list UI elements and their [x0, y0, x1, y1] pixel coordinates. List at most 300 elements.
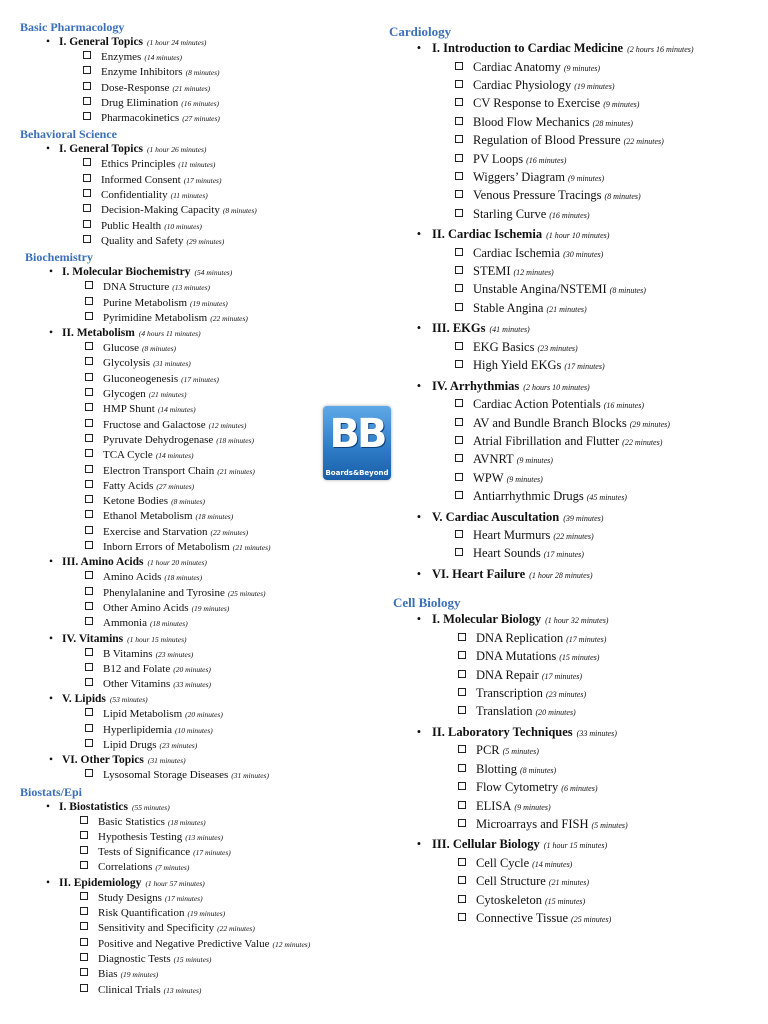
item-duration: (23 minutes) — [545, 690, 587, 700]
checkbox-icon — [455, 62, 463, 70]
checkbox-icon — [85, 281, 93, 289]
checkbox-icon — [80, 846, 88, 854]
topic-duration: (1 hour 15 minutes) — [543, 841, 608, 851]
topic-row — [40, 753, 375, 768]
item-duration: (19 minutes) — [187, 909, 226, 919]
topic-row — [406, 566, 766, 585]
checkbox-icon — [455, 135, 463, 143]
item-duration: (25 minutes) — [227, 588, 266, 598]
item-name: Regulation of Blood Pressure — [473, 133, 621, 148]
item-duration: (13 minutes) — [172, 283, 210, 293]
checkbox-icon — [85, 480, 93, 488]
item-name: Lipid Metabolism — [103, 708, 183, 721]
list-item — [458, 648, 766, 666]
item-duration: (28 minutes) — [592, 118, 633, 128]
item-name: Drug Elimination — [101, 96, 179, 109]
item-name: Microarrays and FISH — [476, 817, 589, 831]
list-item — [80, 952, 375, 967]
item-name: Antiarrhythmic Drugs — [473, 489, 584, 504]
item-name: DNA Mutations — [476, 649, 557, 664]
item-duration: (20 minutes) — [535, 708, 576, 718]
list-item — [83, 50, 375, 65]
topic-duration: (33 minutes) — [576, 728, 617, 738]
checkbox-icon — [85, 678, 93, 686]
bullet-icon: • — [416, 612, 422, 627]
topic-title: VI. Other Topics — [62, 754, 144, 767]
list-item — [80, 891, 375, 906]
item-name: Confidentiality — [101, 189, 168, 202]
topic-row — [37, 800, 375, 815]
list-item — [85, 707, 375, 722]
topic-duration: (2 hours 16 minutes) — [627, 45, 694, 54]
item-duration: (14 minutes) — [532, 859, 573, 869]
item-duration: (9 minutes) — [567, 173, 605, 183]
topic-duration: (31 minutes) — [147, 756, 186, 766]
bullet-icon: • — [416, 837, 422, 852]
checkbox-icon — [83, 204, 91, 212]
checkbox-icon — [455, 190, 463, 198]
topic-row — [37, 35, 375, 50]
checkbox-icon — [85, 312, 93, 320]
item-duration: (18 minutes) — [164, 573, 203, 583]
item-name: Blotting — [476, 761, 517, 776]
item-duration: (21 minutes) — [548, 878, 589, 888]
checkbox-icon — [455, 473, 463, 481]
item-duration: (22 minutes) — [217, 924, 255, 934]
item-name: Flow Cytometry — [476, 780, 559, 795]
checkbox-icon — [455, 436, 463, 444]
checkbox-icon — [83, 220, 91, 228]
subject-heading-biostats-epi: Biostats/Epi — [20, 784, 83, 799]
bullet-icon: • — [48, 693, 54, 706]
item-name: Public Health — [101, 219, 162, 232]
bullet-icon: • — [48, 556, 54, 569]
item-name: Pyrimidine Metabolism — [103, 311, 208, 324]
checkbox-icon — [458, 706, 466, 714]
list-item — [458, 761, 766, 779]
item-name: Glycogen — [103, 388, 146, 401]
item-name: STEMI — [473, 264, 511, 279]
checkbox-icon — [85, 617, 93, 625]
bullet-icon: • — [45, 800, 51, 813]
topic-duration: (1 hour 15 minutes) — [127, 634, 187, 644]
checkbox-icon — [85, 663, 93, 671]
topic-title: I. Introduction to Cardiac Medicine — [432, 41, 624, 55]
bullet-icon: • — [416, 227, 422, 242]
item-duration: (17 minutes) — [566, 634, 607, 644]
checkbox-icon — [80, 968, 88, 976]
list-item — [80, 983, 375, 998]
item-duration: (8 minutes) — [171, 497, 206, 507]
item-duration: (19 minutes) — [574, 81, 615, 91]
list-item — [83, 203, 375, 218]
subject-heading-cell-biology: Cell Biology — [393, 595, 461, 611]
item-duration: (10 minutes) — [175, 725, 213, 735]
item-name: Heart Murmurs — [473, 528, 551, 543]
list-item — [85, 387, 375, 402]
checkbox-icon — [455, 248, 463, 256]
item-duration: (25 minutes) — [571, 915, 612, 925]
item-duration: (12 minutes) — [208, 420, 247, 430]
item-name: Lipid Drugs — [103, 738, 157, 751]
item-duration: (17 minutes) — [164, 893, 203, 903]
item-name: Fructose and Galactose — [103, 418, 206, 431]
list-item — [455, 433, 766, 451]
item-name: Enzymes — [101, 51, 142, 63]
checkbox-icon — [83, 66, 91, 74]
item-name: Dose-Response — [101, 81, 170, 94]
list-item — [85, 356, 375, 371]
item-duration: (16 minutes) — [181, 98, 219, 108]
topic-row — [406, 378, 766, 397]
item-name: Cytoskeleton — [476, 892, 542, 907]
item-name: HMP Shunt — [103, 403, 155, 416]
item-name: Sensitivity and Specificity — [98, 922, 215, 935]
item-name: Amino Acids — [103, 571, 162, 584]
item-duration: (5 minutes) — [502, 747, 539, 757]
checkbox-icon — [85, 495, 93, 503]
item-duration: (30 minutes) — [563, 249, 604, 259]
item-name: Enzyme Inhibitors — [101, 66, 183, 79]
list-item — [455, 281, 766, 299]
checkbox-icon — [85, 388, 93, 396]
item-duration: (9 minutes) — [514, 802, 551, 812]
list-item — [458, 742, 766, 760]
checkbox-icon — [458, 745, 466, 753]
topic-duration: (1 hour 26 minutes) — [147, 145, 207, 155]
item-duration: (8 minutes) — [185, 68, 220, 78]
bullet-icon: • — [416, 724, 422, 739]
item-name: Diagnostic Tests — [98, 952, 171, 965]
topic-duration: (2 hours 10 minutes) — [523, 382, 590, 392]
item-duration: (6 minutes) — [561, 784, 598, 794]
topic-duration: (4 hours 11 minutes) — [138, 329, 201, 339]
item-duration: (20 minutes) — [173, 664, 211, 674]
topic-title: I. Biostatistics — [59, 800, 128, 813]
topic-title: III. Amino Acids — [62, 556, 144, 569]
item-name: Ethanol Metabolism — [103, 510, 193, 523]
list-item — [458, 685, 766, 703]
item-name: Cell Cycle — [476, 855, 530, 870]
list-item — [458, 779, 766, 797]
item-duration: (11 minutes) — [170, 191, 208, 201]
checkbox-icon — [455, 266, 463, 274]
list-item — [455, 206, 766, 224]
item-name: ELISA — [476, 798, 512, 813]
topic-duration: (1 hour 24 minutes) — [147, 38, 207, 47]
bullet-icon: • — [416, 321, 422, 336]
item-name: PV Loops — [473, 151, 524, 166]
checkbox-icon — [85, 708, 93, 716]
list-item — [455, 245, 766, 263]
item-duration: (8 minutes) — [604, 192, 641, 202]
item-name: Fatty Acids — [103, 479, 154, 492]
item-name: Phenylalanine and Tyrosine — [103, 586, 225, 599]
checkbox-icon — [80, 831, 88, 839]
item-name: Cardiac Anatomy — [473, 59, 561, 74]
topic-row — [406, 40, 766, 59]
topic-title: III. Cellular Biology — [432, 837, 540, 852]
list-item — [85, 540, 375, 555]
checkbox-icon — [85, 403, 93, 411]
checkbox-icon — [458, 858, 466, 866]
item-name: Exercise and Starvation — [103, 525, 208, 538]
item-name: Decision-Making Capacity — [101, 204, 220, 217]
item-duration: (8 minutes) — [519, 765, 557, 775]
checkbox-icon — [80, 892, 88, 900]
logo-caption: Boards&Beyond — [325, 469, 389, 477]
list-item — [455, 77, 766, 95]
item-name: Cell Structure — [476, 874, 546, 889]
item-duration: (15 minutes) — [559, 653, 600, 663]
item-name: Cardiac Action Potentials — [473, 397, 601, 412]
item-name: Connective Tissue — [476, 911, 569, 926]
item-name: Starling Curve — [473, 206, 547, 221]
item-name: B12 and Folate — [103, 662, 171, 675]
item-name: Quality and Safety — [101, 234, 184, 247]
topic-title: II. Epidemiology — [59, 876, 142, 889]
item-duration: (23 minutes) — [155, 649, 194, 659]
item-duration: (16 minutes) — [603, 401, 644, 411]
item-duration: (21 minutes) — [217, 466, 255, 476]
item-duration: (14 minutes) — [157, 405, 196, 415]
topic-duration: (1 hour 32 minutes) — [545, 616, 609, 626]
list-item — [458, 667, 766, 685]
item-name: Ammonia — [103, 617, 147, 630]
list-item — [80, 937, 375, 952]
checkbox-icon — [83, 51, 91, 59]
list-item — [458, 630, 766, 648]
list-item — [455, 187, 766, 205]
item-duration: (8 minutes) — [609, 286, 646, 296]
list-item — [458, 873, 766, 891]
list-item — [80, 815, 375, 830]
bullet-icon: • — [45, 143, 51, 156]
list-item — [83, 65, 375, 80]
item-name: Tests of Significance — [98, 846, 191, 859]
list-item — [455, 114, 766, 132]
bullet-icon: • — [48, 632, 54, 645]
item-name: PCR — [476, 743, 500, 758]
checkbox-icon — [455, 530, 463, 538]
item-duration: (19 minutes) — [190, 298, 228, 308]
list-item — [458, 855, 766, 873]
topic-row — [406, 226, 766, 245]
item-name: Gluconeogenesis — [103, 372, 179, 385]
item-duration: (23 minutes) — [159, 740, 198, 750]
list-item — [83, 157, 375, 172]
list-item — [80, 967, 375, 982]
checkbox-icon — [455, 117, 463, 125]
checkbox-icon — [83, 235, 91, 243]
checkbox-icon — [85, 297, 93, 305]
list-item — [85, 662, 375, 677]
checkbox-icon — [455, 548, 463, 556]
item-name: Glucose — [103, 342, 140, 355]
item-duration: (22 minutes) — [210, 527, 249, 537]
item-name: WPW — [473, 470, 504, 485]
bullet-icon: • — [416, 566, 422, 581]
list-item — [455, 357, 766, 375]
item-name: Pharmacokinetics — [101, 112, 180, 125]
list-item — [455, 415, 766, 433]
item-name: Cardiac Physiology — [473, 77, 572, 92]
topic-title: I. General Topics — [59, 36, 144, 48]
checkbox-icon — [455, 342, 463, 350]
item-name: AV and Bundle Branch Blocks — [473, 415, 627, 430]
topic-duration: (41 minutes) — [489, 325, 530, 335]
item-duration: (27 minutes) — [156, 481, 195, 491]
checkbox-icon — [455, 98, 463, 106]
checkbox-icon — [455, 154, 463, 162]
list-item — [85, 723, 375, 738]
item-name: Atrial Fibrillation and Flutter — [473, 433, 620, 448]
bullet-icon: • — [48, 754, 54, 767]
list-item — [85, 525, 375, 540]
topic-row — [406, 509, 766, 528]
subject-heading-cardiology: Cardiology — [389, 24, 452, 39]
list-item — [85, 372, 375, 387]
item-name: DNA Structure — [103, 281, 170, 294]
checkbox-icon — [83, 82, 91, 90]
item-name: Electron Transport Chain — [103, 464, 215, 477]
item-name: Risk Quantification — [98, 907, 185, 920]
checkbox-icon — [83, 189, 91, 197]
checkbox-icon — [85, 373, 93, 381]
item-duration: (11 minutes) — [178, 160, 216, 170]
list-item — [85, 280, 375, 295]
item-name: B Vitamins — [103, 647, 153, 660]
item-duration: (14 minutes) — [144, 53, 183, 62]
list-item — [458, 892, 766, 910]
checkbox-icon — [455, 303, 463, 311]
topic-row — [406, 836, 766, 855]
item-duration: (22 minutes) — [210, 313, 248, 323]
item-duration: (14 minutes) — [155, 451, 194, 461]
item-duration: (13 minutes) — [185, 832, 223, 842]
checkbox-icon — [80, 861, 88, 869]
item-duration: (18 minutes) — [195, 512, 234, 522]
list-item — [455, 95, 766, 113]
list-item — [80, 921, 375, 936]
checkbox-icon — [458, 801, 466, 809]
list-item — [455, 151, 766, 169]
subject-heading-biochemistry: Biochemistry — [25, 250, 93, 265]
list-item — [85, 616, 375, 631]
checkbox-icon — [85, 724, 93, 732]
checkbox-icon — [83, 97, 91, 105]
item-duration: (21 minutes) — [232, 543, 271, 553]
checkbox-icon — [455, 209, 463, 217]
item-name: Heart Sounds — [473, 546, 541, 561]
checkbox-icon — [458, 764, 466, 772]
item-duration: (29 minutes) — [186, 236, 225, 246]
topic-duration: (1 hour 20 minutes) — [147, 558, 207, 568]
topic-title: II. Metabolism — [62, 327, 135, 340]
item-duration: (22 minutes) — [623, 137, 664, 147]
item-duration: (31 minutes) — [231, 771, 269, 781]
checkbox-icon — [455, 80, 463, 88]
item-name: Informed Consent — [101, 173, 181, 186]
item-duration: (31 minutes) — [153, 359, 191, 369]
item-name: Clinical Trials — [98, 983, 161, 996]
bullet-icon: • — [45, 876, 51, 889]
item-name: Transcription — [476, 686, 543, 701]
topic-duration: (1 hour 28 minutes) — [529, 570, 593, 580]
subject-heading-basic-pharmacology: Basic Pharmacology — [20, 20, 125, 34]
topic-row — [406, 724, 766, 743]
item-duration: (22 minutes) — [622, 437, 663, 447]
list-item — [83, 81, 375, 96]
list-item — [85, 509, 375, 524]
bullet-icon: • — [416, 378, 422, 393]
item-duration: (20 minutes) — [185, 710, 223, 720]
checkbox-icon — [455, 399, 463, 407]
item-duration: (27 minutes) — [182, 114, 220, 124]
list-item — [458, 816, 766, 834]
topic-row — [37, 142, 375, 157]
item-duration: (33 minutes) — [173, 680, 211, 690]
topic-title: II. Cardiac Ischemia — [432, 227, 543, 242]
item-name: DNA Repair — [476, 667, 539, 682]
list-item — [455, 300, 766, 318]
topic-title: IV. Arrhythmias — [432, 378, 520, 393]
item-duration: (17 minutes) — [541, 671, 583, 681]
item-duration: (5 minutes) — [591, 821, 628, 830]
item-name: Correlations — [98, 861, 153, 874]
checkbox-icon — [85, 357, 93, 365]
item-duration: (9 minutes) — [506, 474, 543, 484]
item-name: Bias — [98, 968, 118, 981]
item-duration: (17 minutes) — [181, 374, 219, 384]
checkbox-icon — [85, 526, 93, 534]
subject-heading-behavioral-science: Behavioral Science — [20, 127, 117, 142]
list-item — [455, 339, 766, 357]
checkbox-icon — [85, 419, 93, 427]
item-name: EKG Basics — [473, 339, 535, 354]
right-column — [386, 23, 766, 931]
bullet-icon: • — [45, 36, 51, 48]
checkbox-icon — [80, 816, 88, 824]
topic-duration: (1 hour 10 minutes) — [546, 231, 610, 241]
checkbox-icon — [85, 449, 93, 457]
checkbox-icon — [85, 434, 93, 442]
item-duration: (21 minutes) — [148, 390, 187, 400]
list-item — [455, 59, 766, 77]
item-name: AVNRT — [473, 452, 514, 467]
topic-row — [40, 692, 375, 707]
checkbox-icon — [455, 491, 463, 499]
item-duration: (16 minutes) — [549, 210, 590, 220]
checkbox-icon — [458, 633, 466, 641]
list-item — [455, 451, 766, 469]
item-duration: (7 minutes) — [155, 863, 190, 873]
list-item — [458, 910, 766, 928]
topic-row — [406, 611, 766, 630]
list-item — [83, 173, 375, 188]
topic-title: VI. Heart Failure — [432, 566, 526, 581]
topic-duration: (1 hour 57 minutes) — [145, 878, 205, 888]
list-item — [80, 906, 375, 921]
item-name: Study Designs — [98, 891, 162, 904]
topic-title: III. EKGs — [432, 321, 486, 336]
item-duration: (13 minutes) — [163, 985, 202, 995]
item-name: Translation — [476, 704, 533, 719]
item-name: Blood Flow Mechanics — [473, 114, 590, 129]
item-name: Positive and Negative Predictive Value — [98, 937, 270, 950]
bullet-icon: • — [48, 266, 54, 279]
bullet-icon: • — [48, 327, 54, 340]
